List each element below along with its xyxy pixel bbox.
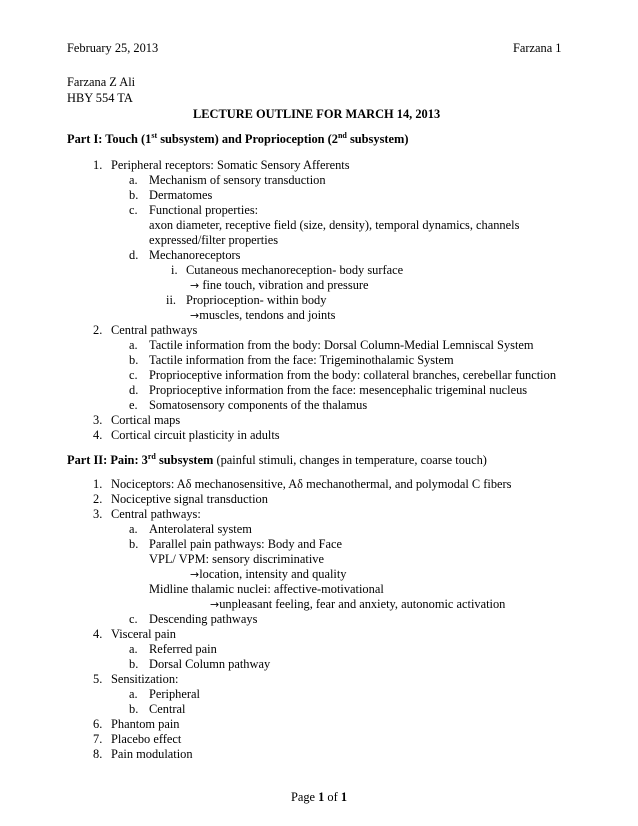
list-marker: a. [129,522,138,536]
list-marker: 6. [93,717,103,731]
list-item: Mechanoreceptors [149,248,241,262]
part1-heading-c: subsystem) [346,132,409,146]
arrow-right-icon: → [190,279,200,292]
part2-heading-a: Part II: Pain: 3 [67,453,148,467]
document-title: LECTURE OUTLINE FOR MARCH 14, 2013 [193,107,441,121]
page-footer [0,790,638,804]
part1-heading-a: Part I: Touch (1 [67,132,152,146]
list-item-sub [210,597,505,612]
list-item: Proprioceptive information from the body: collateral branches, cerebellar function [149,368,557,382]
page-total: 1 [340,790,348,804]
list-marker: b. [129,537,139,551]
list-marker: 4. [93,627,103,641]
author-name: Farzana Z Ali [67,75,136,89]
part2-heading [67,453,487,467]
page-footer-prefix: Page [290,790,319,804]
list-item: Mechanism of sensory transduction [149,173,326,187]
list-item: Cutaneous mechanoreception- body surface [186,263,404,277]
part2-heading-rest: (painful stimuli, changes in temperature, coarse touch) [213,453,487,467]
list-item: Tactile information from the face: Trigeminothalamic System [149,353,454,367]
list-item-sub [190,278,369,293]
list-item: Peripheral receptors: Somatic Sensory Afferents [111,158,350,172]
list-marker: 2. [93,323,103,337]
part2-heading-sup: rd [147,451,156,461]
part2-heading-b: subsystem [155,453,214,467]
list-item-sub [190,567,347,582]
list-item-continuation: expressed/filter properties [149,233,279,247]
list-item-continuation: axon diameter, receptive field (size, density), temporal dynamics, channels [149,218,520,232]
list-item: Sensitization: [111,672,179,686]
list-item: Anterolateral system [149,522,252,536]
author-course: HBY 554 TA [67,91,133,105]
list-item: Parallel pain pathways: Body and Face [149,537,343,551]
list-item: Tactile information from the body: Dorsal Column-Medial Lemniscal System [149,338,534,352]
list-marker: a. [129,338,138,352]
list-marker: 3. [93,507,103,521]
list-item: Nociceptive signal transduction [111,492,268,506]
list-marker: c. [129,368,138,382]
list-marker: b. [129,657,139,671]
list-marker: 1. [93,477,103,491]
list-marker: d. [129,248,139,262]
list-marker: 7. [93,732,103,746]
list-item-sub-text: muscles, tendons and joints [199,308,336,322]
list-marker: b. [129,702,139,716]
header-page-label: Farzana 1 [513,41,562,55]
list-marker: ii. [166,293,176,307]
list-item: Phantom pain [111,717,180,731]
list-item: Proprioception- within body [186,293,327,307]
arrow-right-icon: → [190,309,200,322]
header-date: February 25, 2013 [67,41,159,55]
list-marker: a. [129,687,138,701]
list-marker: a. [129,642,138,656]
list-item: Proprioceptive information from the face: mesencephalic trigeminal nucleus [149,383,528,397]
list-marker: 3. [93,413,103,427]
list-item-continuation: Midline thalamic nuclei: affective-motivational [149,582,384,596]
list-marker: 2. [93,492,103,506]
part1-heading-sup2: nd [337,130,347,140]
list-item: Nociceptors: Aδ mechanosensitive, Aδ mechanothermal, and polymodal C fibers [111,477,512,491]
list-marker: d. [129,383,139,397]
list-item-sub [190,308,336,323]
arrow-right-icon: → [190,568,200,581]
list-marker: a. [129,173,138,187]
list-item: Referred pain [149,642,217,656]
list-item: Cortical maps [111,413,181,427]
list-item: Visceral pain [111,627,176,641]
arrow-right-icon: → [210,598,220,611]
part1-heading-sup1: st [151,130,158,140]
list-item: Descending pathways [149,612,258,626]
list-item-sub-text: location, intensity and quality [199,567,347,581]
list-marker: b. [129,353,139,367]
page-number: 1 [318,790,325,804]
list-item: Functional properties: [149,203,259,217]
list-marker: 5. [93,672,103,686]
list-item: Central pathways: [111,507,201,521]
list-item: Somatosensory components of the thalamus [149,398,368,412]
list-marker: 4. [93,428,103,442]
list-item: Central [149,702,186,716]
list-item: Dermatomes [149,188,213,202]
list-marker: 8. [93,747,103,761]
list-marker: e. [129,398,138,412]
list-item: Dorsal Column pathway [149,657,271,671]
page-footer-mid: of [324,790,341,804]
list-marker: c. [129,203,138,217]
list-item: Pain modulation [111,747,193,761]
list-marker: b. [129,188,139,202]
list-item: Central pathways [111,323,198,337]
list-marker: 1. [93,158,103,172]
list-item: Cortical circuit plasticity in adults [111,428,280,442]
list-item: Placebo effect [111,732,182,746]
part1-heading [67,132,408,146]
list-marker: i. [171,263,178,277]
list-item-sub-text: fine touch, vibration and pressure [202,278,369,292]
part1-heading-b: subsystem) and Proprioception (2 [157,132,338,146]
list-item: Peripheral [149,687,200,701]
list-marker: c. [129,612,138,626]
list-item-sub-text: unpleasant feeling, fear and anxiety, autonomic activation [219,597,506,611]
list-item-continuation: VPL/ VPM: sensory discriminative [149,552,324,566]
